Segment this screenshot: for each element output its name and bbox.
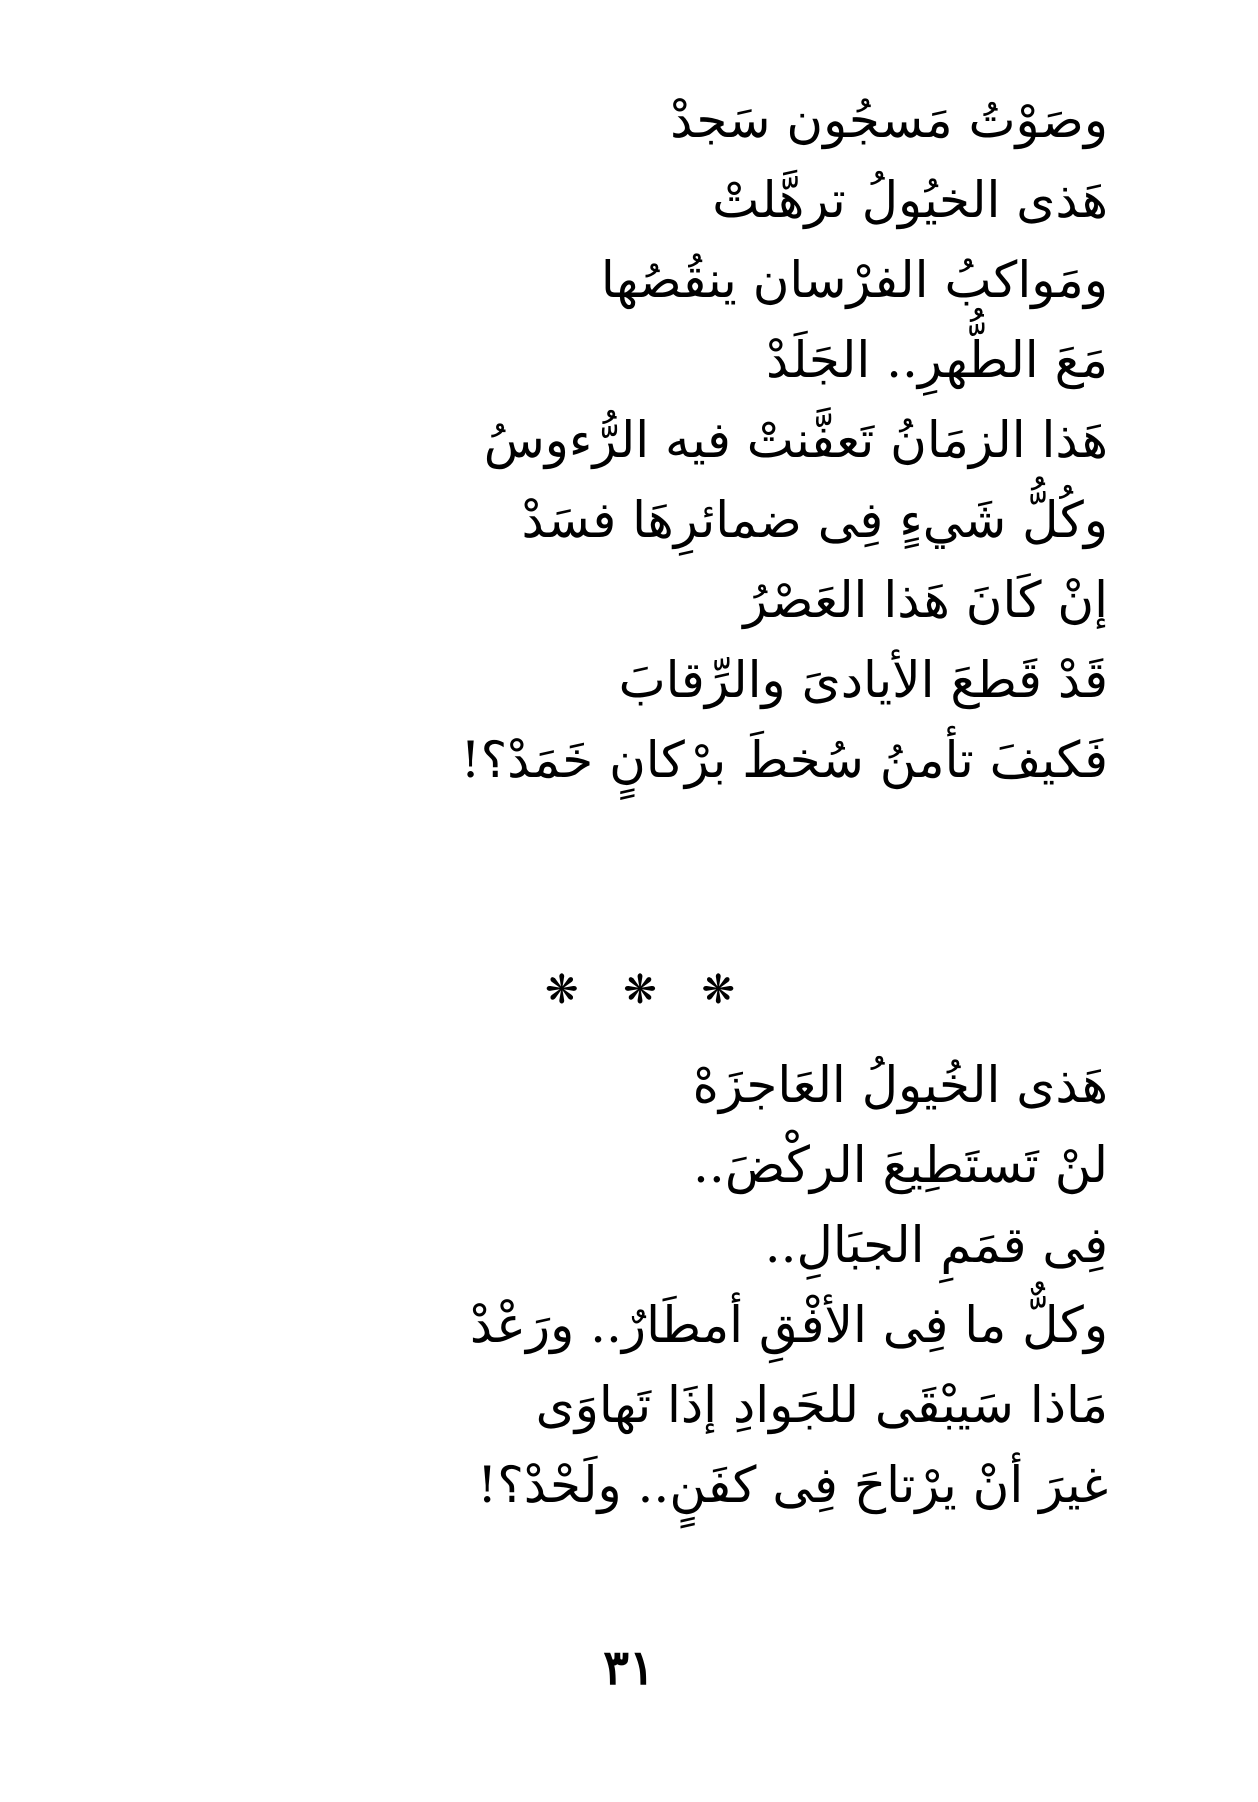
stanza-first (460, 80, 1108, 800)
verse-line: مَاذا سَيبْقَى للجَوادِ إذَا تَهاوَى (535, 1376, 1108, 1434)
verse-line: فِى قمَمِ الجبَالِ.. (764, 1216, 1108, 1274)
verse-line: هَذى الخيُولُ ترهَّلتْ (712, 171, 1108, 229)
stanza-second (470, 1045, 1108, 1525)
verse-line: مَعَ الطُّهرِ.. الجَلَدْ (766, 331, 1108, 389)
verse-line: وصَوْتُ مَسجُون سَجدْ (670, 91, 1108, 149)
verse-line: هَذا الزمَانُ تَعفَّنتْ فيه الرُّءوسُ (483, 411, 1108, 469)
asterisk-ornament-icon: ❋ (545, 967, 579, 1013)
asterisk-ornament-icon: ❋ (701, 967, 735, 1013)
verse-line: لنْ تَستَطِيعَ الركْضَ.. (693, 1136, 1108, 1194)
section-separator (545, 960, 735, 1020)
asterisk-ornament-icon: ❋ (623, 967, 657, 1013)
verse-line: إنْ كَانَ هَذا العَصْرُ (743, 571, 1108, 629)
page-number: ٣١ (603, 1640, 655, 1696)
verse-line: قَدْ قَطعَ الأيادىَ والرِّقابَ (618, 651, 1108, 709)
verse-line: وكُلُّ شَيءٍ فِى ضمائرِهَا فسَدْ (521, 491, 1108, 549)
verse-line: هَذى الخُيولُ العَاجزَهْ (692, 1056, 1108, 1114)
verse-line: غيرَ أنْ يرْتاحَ فِى كفَنٍ.. ولَحْدْ؟! (477, 1456, 1108, 1514)
verse-line: فَكيفَ تأمنُ سُخطَ برْكانٍ خَمَدْ؟! (460, 731, 1108, 789)
verse-line: وكلٌّ ما فِى الأفْقِ أمطَارٌ.. ورَعْدْ (469, 1296, 1108, 1354)
verse-line: ومَواكبُ الفرْسان ينقُصُها (600, 251, 1108, 309)
